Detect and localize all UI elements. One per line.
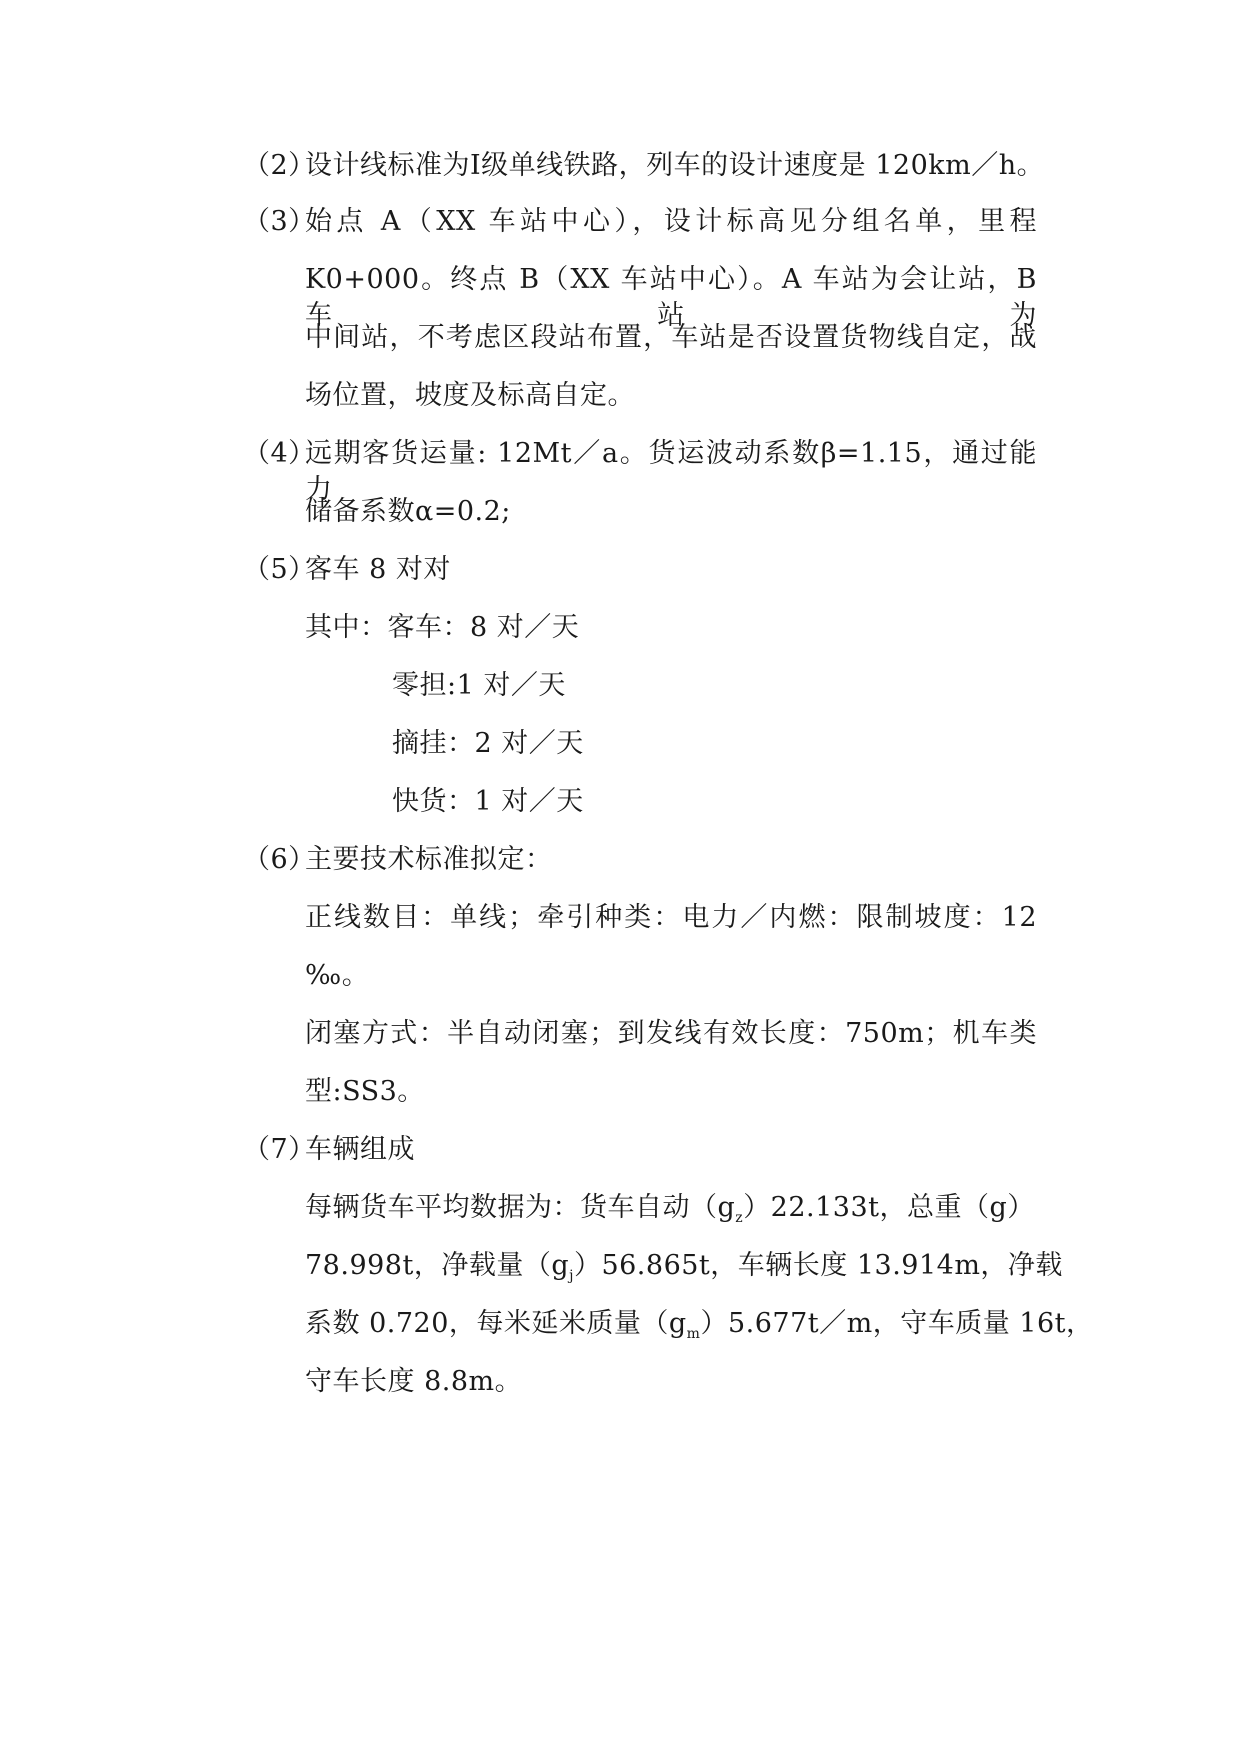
item-7-text-line-2	[305, 1190, 1035, 1230]
item-3-text-line-1: 始点 A（XX 车站中心），设计标高见分组名单，里程	[305, 206, 1037, 237]
item-6-text-line-4: 闭塞方式：半自动闭塞；到发线有效长度：750m；机车类	[305, 1018, 1037, 1049]
item-3-label: （3）	[243, 206, 316, 237]
item-7-line-2-subscript: z	[735, 1210, 744, 1226]
item-6-text-line-3: ‰。	[305, 960, 370, 991]
item-5-text-line-1: 客车 8 对对	[305, 554, 451, 585]
item-6-text-line-2: 正线数目：单线；牵引种类：电力／内燃：限制坡度：12	[305, 902, 1037, 933]
item-7-line-4-part-a: 系数 0.720，每米延米质量（g	[305, 1308, 687, 1339]
item-5-text-line-3: 零担:1 对／天	[392, 670, 566, 701]
item-4-text-line-1: 远期客货运量: 12Mt／a。货运波动系数β=1.15，通过能力	[305, 438, 1037, 505]
item-2-text: 设计线标准为Ⅰ级单线铁路，列车的设计速度是 120km／h。	[305, 150, 1045, 181]
item-7-text-line-5: 守车长度 8.8m。	[305, 1366, 523, 1397]
item-6-text-line-5: 型:SS3。	[305, 1076, 425, 1107]
item-3-text-line-4: 场位置，坡度及标高自定。	[305, 380, 635, 411]
item-7-text-line-3	[305, 1248, 1063, 1288]
item-4-label: （4）	[243, 438, 316, 469]
item-5-text-line-5: 快货：1 对／天	[392, 786, 584, 817]
item-4-text-line-2: 储备系数α=0.2;	[305, 496, 511, 527]
item-6-label: （6）	[243, 844, 316, 875]
item-7-line-3-part-b: ）56.865t，车辆长度 13.914m，净载	[573, 1250, 1063, 1281]
item-3-text-line-3: 中间站，不考虑区段站布置，车站是否设置货物线自定，战	[305, 322, 1037, 353]
item-5-label: （5）	[243, 554, 316, 585]
item-6-text-line-1: 主要技术标准拟定：	[305, 844, 553, 875]
item-7-line-2-part-b: ）22.133t，总重（g）	[743, 1192, 1035, 1223]
item-7-line-4-subscript: m	[686, 1326, 701, 1342]
item-7-line-3-part-a: 78.998t，净载量（g	[305, 1250, 570, 1281]
item-7-label: （7）	[243, 1134, 316, 1165]
item-3-text-line-2: K0+000。终点 B（XX 车站中心）。A 车站为会让站，B 车站为	[305, 264, 1037, 331]
item-7-text-line-1: 车辆组成	[305, 1134, 415, 1165]
item-2-label: （2）	[243, 150, 316, 181]
item-7-text-line-4	[305, 1306, 1094, 1346]
item-5-text-line-2: 其中：客车：8 对／天	[305, 612, 580, 643]
item-7-line-4-part-b: ）5.677t／m，守车质量 16t，	[700, 1308, 1094, 1339]
item-7-line-2-part-a: 每辆货车平均数据为：货车自动（g	[305, 1192, 736, 1223]
item-5-text-line-4: 摘挂：2 对／天	[392, 728, 584, 759]
item-7-line-3-subscript: j	[569, 1268, 574, 1284]
